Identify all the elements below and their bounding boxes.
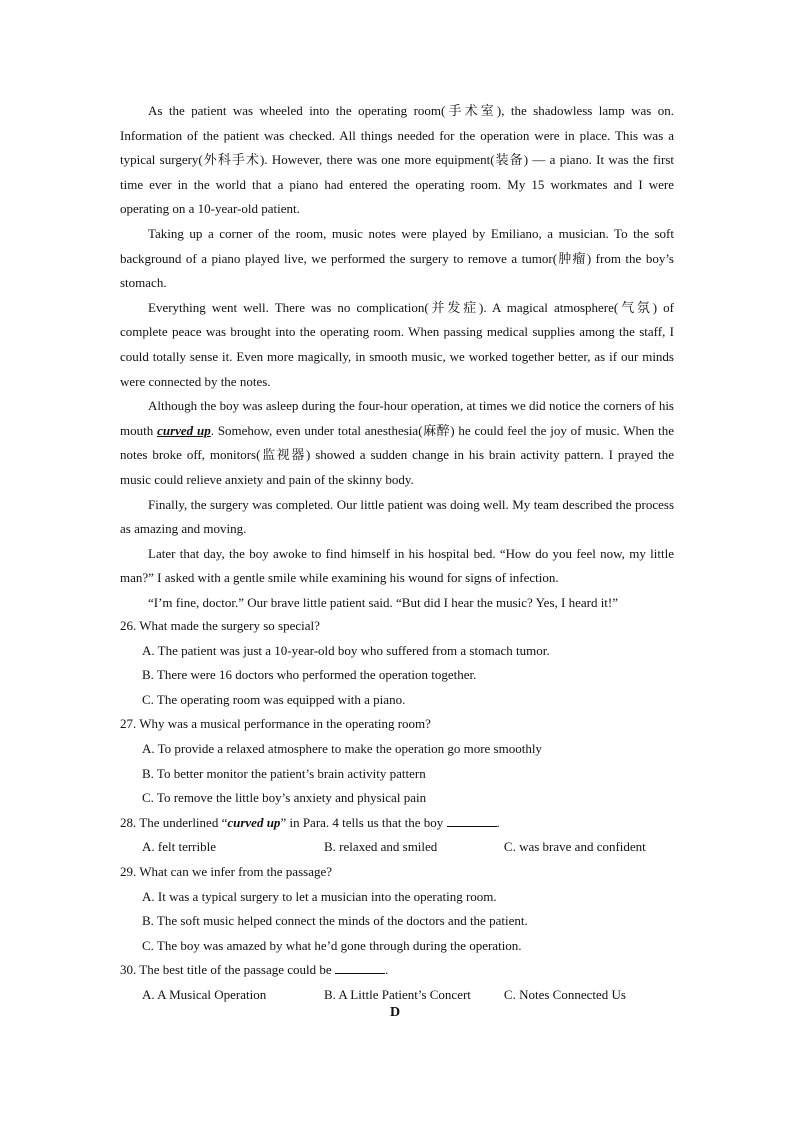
- paragraph-3: Everything went well. There was no complication(并发症). A magical atmosphere(气氛) of complete peace was brought into the operating room. When passing medical supplies among the staff, I could totally sense it. Even more magically, in smooth music, we worked together better, as if our minds were connected by the notes.: [120, 299, 674, 389]
- question-28-option-a: A. felt terrible: [142, 839, 216, 855]
- answer-blank: [447, 814, 497, 827]
- question-28-option-b: B. relaxed and smiled: [323, 839, 438, 855]
- answer-blank: [335, 961, 385, 974]
- question-27-option-a: A. To provide a relaxed atmosphere to make the operation go more smoothly: [142, 740, 542, 756]
- question-30-option-b: B. A Little Patient’s Concert: [323, 986, 471, 1002]
- question-27-option-b: B. To better monitor the patient’s brain activity pattern: [142, 765, 426, 781]
- question-26-option-c: C. The operating room was equipped with a piano.: [142, 691, 406, 707]
- question-30-stem-end: .: [384, 962, 389, 978]
- question-29-option-a: A. It was a typical surgery to let a musician into the operating room.: [142, 888, 497, 904]
- question-26-stem: 26. What made the surgery so special?: [120, 618, 320, 633]
- question-30-options: [142, 983, 680, 1008]
- question-29-option-c: C. The boy was amazed by what he’d gone through during the operation.: [142, 937, 522, 953]
- question-27-stem: 27. Why was a musical performance in the operating room?: [120, 716, 431, 732]
- question-28-quoted-phrase: curved up: [227, 814, 281, 830]
- paragraph-4-part2: . Somehow, even under total anesthesia(麻醉) he could feel the joy of music. When the notes broke off, monitors(监视器) showed a sudden change in his brain activity pattern. I prayed the music could relieve anxiety and pain of the skinny body.: [120, 422, 674, 487]
- question-30-option-c: C. Notes Connected Us: [503, 986, 626, 1002]
- paragraph-4-part1: Although the boy was asleep during the four-hour operation, at times we did notice the corners of his mouth: [120, 398, 674, 438]
- paragraph-4: [120, 394, 674, 492]
- question-30-stem-text: 30. The best title of the passage could be: [120, 962, 332, 978]
- question-27-option-c: C. To remove the little boy’s anxiety and physical pain: [142, 790, 427, 806]
- question-29-stem: 29. What can we infer from the passage?: [120, 863, 333, 879]
- question-28-stem-part2: ” in Para. 4 tells us that the boy: [280, 814, 444, 830]
- paragraph-5: Finally, the surgery was completed. Our little patient was doing well. My team described the process as amazing and moving.: [120, 496, 674, 537]
- underlined-phrase: curved up: [157, 422, 211, 438]
- paragraph-2: Taking up a corner of the room, music notes were played by Emiliano, a musician. To the soft background of a piano played live, we performed the surgery to remove a tumor(肿瘤) from the boy’s stomach.: [120, 225, 674, 291]
- question-28-option-c: C. was brave and confident: [503, 839, 646, 855]
- question-26-option-a: A. The patient was just a 10-year-old boy who suffered from a stomach tumor.: [142, 642, 550, 658]
- question-26-option-b: B. There were 16 doctors who performed the operation together.: [142, 667, 477, 683]
- question-28-stem-end: .: [496, 814, 500, 830]
- paragraph-1: As the patient was wheeled into the operating room(手术室), the shadowless lamp was on. Information of the patient was checked. All things needed for the operation were in place. This was a typical surgery(外科手术). However, there was one more equipment(装备) — a piano. It was the first time ever in the world that a piano had entered the operating room. My 15 workmates and I were operating on a 10-year-old patient.: [120, 103, 674, 217]
- paragraph-6: Later that day, the boy awoke to find himself in his hospital bed. “How do you feel now, my little man?” I asked with a gentle smile while examining his wound for signs of infection.: [120, 545, 674, 586]
- paragraph-7: “I’m fine, doctor.” Our brave little patient said. “But did I hear the music? Yes, I heard it!”: [148, 594, 619, 610]
- question-28-options: [142, 835, 680, 860]
- section-letter: D: [390, 1005, 401, 1020]
- question-28-stem: [120, 811, 680, 836]
- question-30-option-a: A. A Musical Operation: [142, 986, 267, 1002]
- question-28-stem-part1: 28. The underlined “: [120, 814, 228, 830]
- reading-passage: [120, 99, 674, 615]
- question-30-stem: [120, 958, 680, 983]
- question-list: [120, 614, 680, 1008]
- question-29-option-b: B. The soft music helped connect the minds of the doctors and the patient.: [142, 913, 528, 929]
